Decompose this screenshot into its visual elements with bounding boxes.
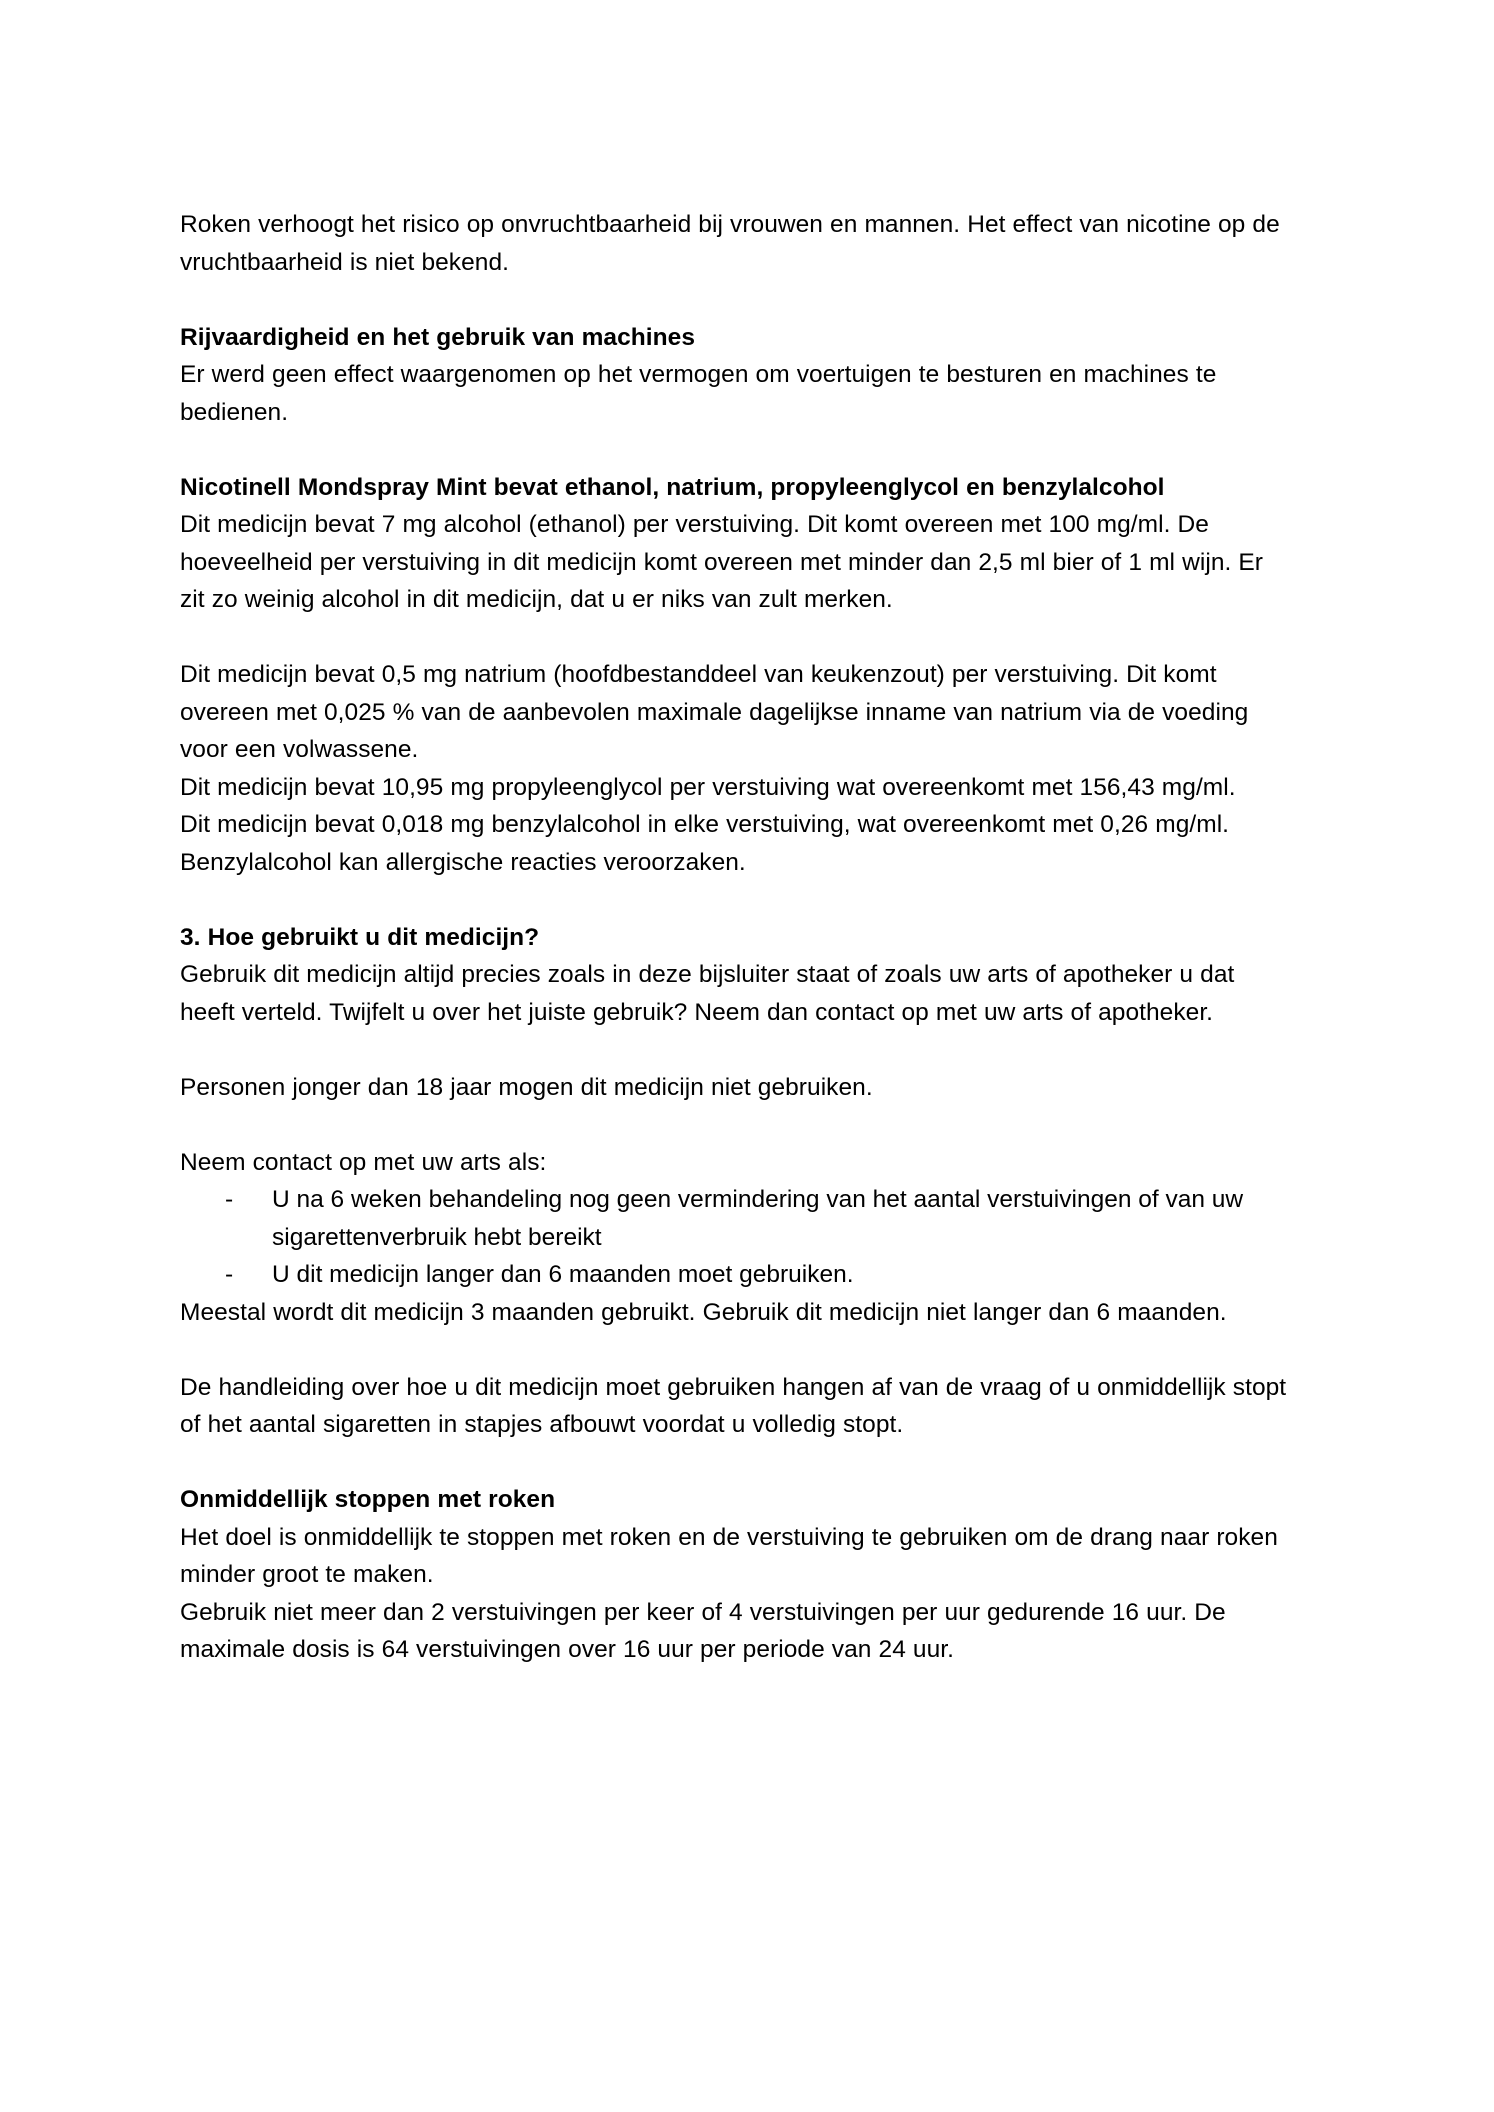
paragraph-driving-and-machines: Er werd geen effect waargenomen op het vermogen om voertuigen te besturen en machines te bedienen. [180, 361, 1217, 426]
contact-doctor-list [180, 1181, 1290, 1294]
paragraph-maximum-dose: Gebruik niet meer dan 2 verstuivingen per keer of 4 verstuivingen per uur gedurende 16 uur. De maximale dosis is 64 verstuivingen over 16 uur per periode van 24 uur. [180, 1598, 1226, 1663]
blank-line-1 [180, 281, 1290, 319]
paragraph-sodium: Dit medicijn bevat 0,5 mg natrium (hoofdbestanddeel van keukenzout) per verstuiving. Dit komt overeen met 0,025 % van de aanbevolen maximale dagelijkse inname van natrium via de voeding voor een volwassene. [180, 661, 1249, 763]
heading-driving-and-machines: Rijvaardigheid en het gebruik van machines [180, 323, 696, 351]
paragraph-under-18: Personen jonger dan 18 jaar mogen dit medicijn niet gebruiken. [180, 1073, 873, 1101]
paragraph-ethanol: Dit medicijn bevat 7 mg alcohol (ethanol) per verstuiving. Dit komt overeen met 100 mg/ml. De hoeveelheid per verstuiving in dit medicijn komt overeen met minder dan 2,5 ml bier of 1 ml wijn. Er zit zo weinig alcohol in dit medicijn, dat u er niks van zult merken. [180, 511, 1264, 613]
list-item-text: U dit medicijn langer dan 6 maanden moet gebruiken. [272, 1261, 854, 1288]
blank-line-7 [180, 1331, 1290, 1369]
list-item-text: U na 6 weken behandeling nog geen vermindering van het aantal verstuivingen of van uw sigarettenverbruik hebt bereikt [272, 1186, 1244, 1251]
document-body [180, 206, 1290, 1669]
paragraph-quit-goal: Het doel is onmiddellijk te stoppen met roken en de verstuiving te gebruiken om de drang naar roken minder groot te maken. [180, 1523, 1278, 1588]
list-item [180, 1181, 1290, 1256]
paragraph-fertility: Roken verhoogt het risico op onvruchtbaarheid bij vrouwen en mannen. Het effect van nicotine op de vruchtbaarheid is niet bekend. [180, 211, 1280, 276]
paragraph-usage-instructions: De handleiding over hoe u dit medicijn moet gebruiken hangen af van de vraag of u onmiddellijk stopt of het aantal sigaretten in stapjes afbouwt voordat u volledig stopt. [180, 1373, 1287, 1438]
heading-quit-immediately: Onmiddellijk stoppen met roken [180, 1486, 556, 1513]
heading-excipients: Nicotinell Mondspray Mint bevat ethanol, natrium, propyleenglycol en benzylalcohol [180, 473, 1165, 501]
blank-line-2 [180, 431, 1290, 469]
list-marker-dash: - [225, 1261, 234, 1288]
paragraph-section-3-intro: Gebruik dit medicijn altijd precies zoals in deze bijsluiter staat of zoals uw arts of apotheker u dat heeft verteld. Twijfelt u over het juiste gebruik? Neem dan contact op met uw arts of apotheker. [180, 961, 1235, 1026]
blank-line-4 [180, 881, 1290, 919]
blank-line-5 [180, 1031, 1290, 1069]
blank-line-6 [180, 1106, 1290, 1144]
list-marker-dash: - [225, 1186, 234, 1213]
blank-line-3 [180, 619, 1290, 657]
blank-line-8 [180, 1444, 1290, 1482]
paragraph-benzylalcohol: Dit medicijn bevat 0,018 mg benzylalcohol in elke verstuiving, wat overeenkomt met 0,26 mg/ml. Benzylalcohol kan allergische reacties veroorzaken. [180, 811, 1230, 876]
paragraph-contact-doctor-intro: Neem contact op met uw arts als: [180, 1148, 547, 1176]
paragraph-propyleenglycol: Dit medicijn bevat 10,95 mg propyleenglycol per verstuiving wat overeenkomt met 156,43 mg/ml. [180, 773, 1236, 801]
list-item [180, 1256, 1290, 1294]
heading-section-3: 3. Hoe gebruikt u dit medicijn? [180, 923, 540, 951]
paragraph-treatment-duration: Meestal wordt dit medicijn 3 maanden gebruikt. Gebruik dit medicijn niet langer dan 6 maanden. [180, 1298, 1227, 1326]
